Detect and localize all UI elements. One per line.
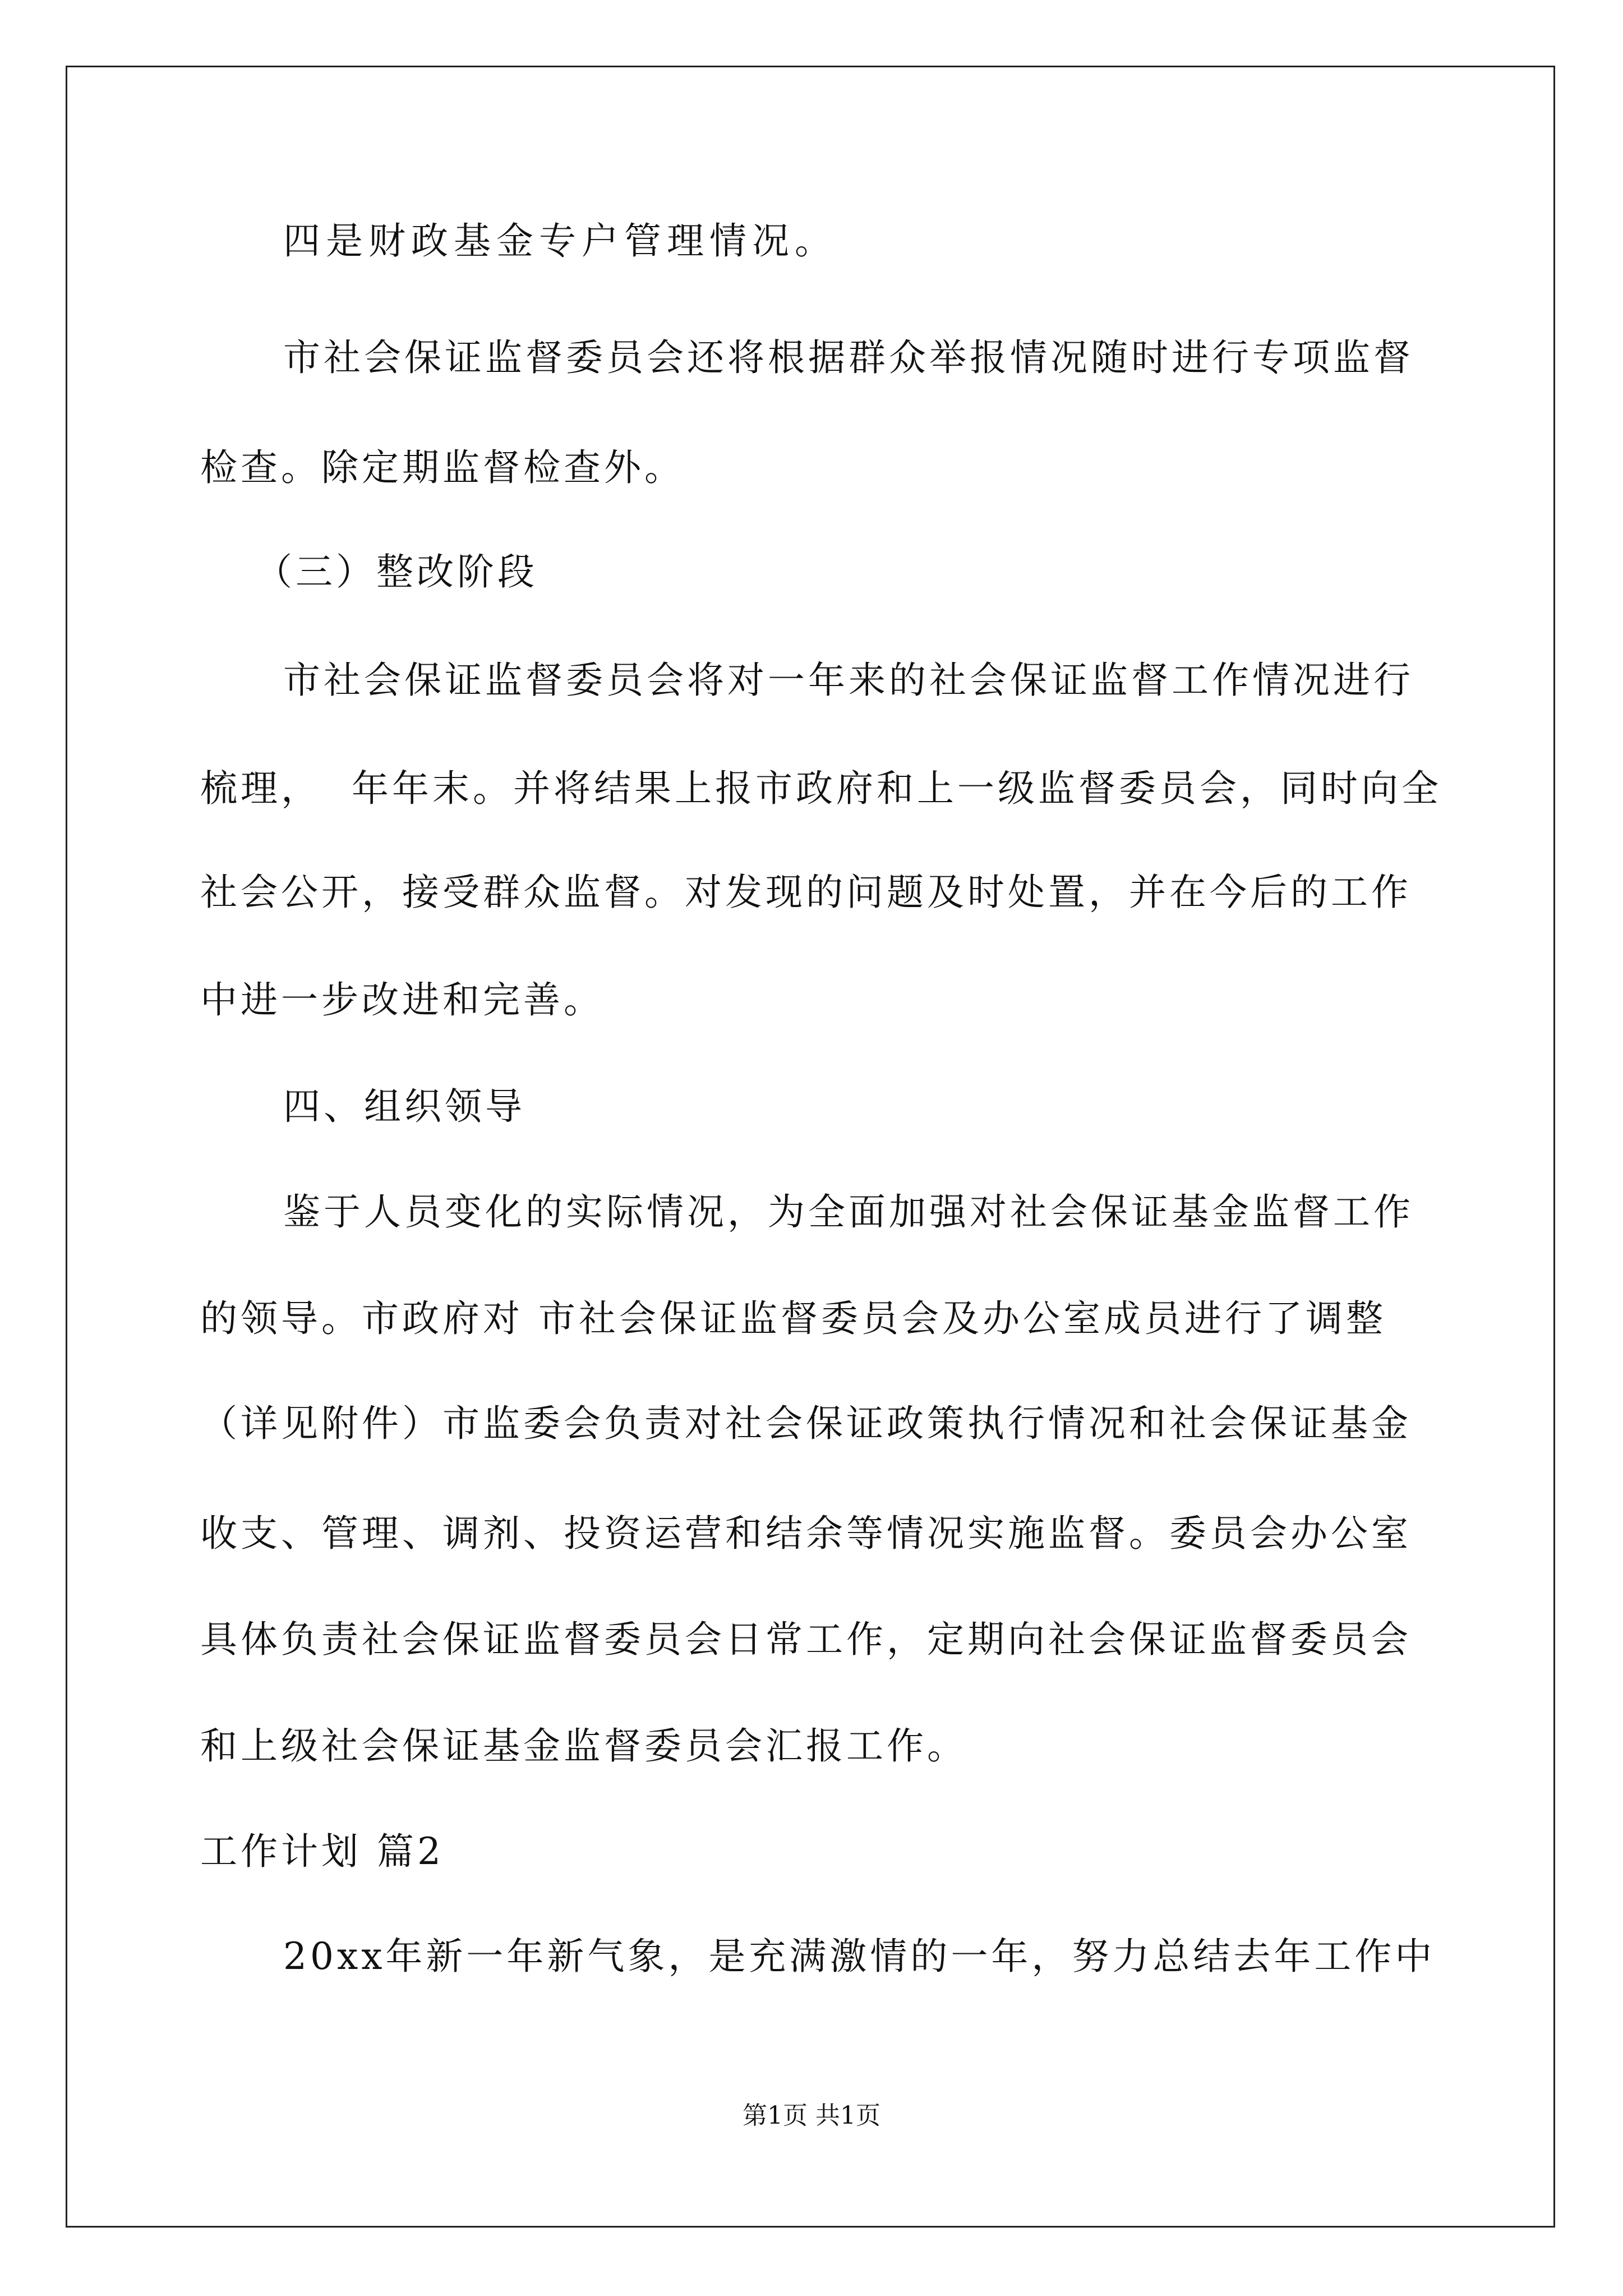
text-line: 四是财政基金专户管理情况。 xyxy=(283,219,837,263)
text-line: 市社会保证监督委员会将对一年来的社会保证监督工作情况进行 xyxy=(283,659,1414,702)
text-line: 社会公开，接受群众监督。对发现的问题及时处置，并在今后的工作 xyxy=(200,871,1412,914)
text-line: 收支、管理、调剂、投资运营和结余等情况实施监督。委员会办公室 xyxy=(200,1512,1412,1555)
text-line: 20xx年新一年新气象，是充满激情的一年，努力总结去年工作中 xyxy=(283,1935,1436,1978)
section-heading: （三）整改阶段 xyxy=(255,550,538,593)
text-line: 具体负责社会保证监督委员会日常工作，定期向社会保证监督委员会 xyxy=(200,1618,1412,1661)
section-heading: 四、组织领导 xyxy=(283,1085,525,1128)
section-heading: 工作计划 篇2 xyxy=(200,1830,444,1873)
text-line: 梳理， 年年末。并将结果上报市政府和上一级监督委员会，同时向全 xyxy=(200,767,1442,810)
text-line: 市社会保证监督委员会还将根据群众举报情况随时进行专项监督 xyxy=(283,336,1414,379)
text-line: 和上级社会保证基金监督委员会汇报工作。 xyxy=(200,1724,967,1768)
text-line: 的领导。市政府对 市社会保证监督委员会及办公室成员进行了调整 xyxy=(200,1297,1386,1340)
page-number-label: 第1页 共1页 xyxy=(743,2101,880,2130)
page-frame xyxy=(66,66,1555,2228)
page-footer xyxy=(0,2099,1623,2133)
text-line: 中进一步改进和完善。 xyxy=(200,978,604,1022)
text-line: 鉴于人员变化的实际情况，为全面加强对社会保证基金监督工作 xyxy=(283,1190,1414,1234)
text-line: （详见附件）市监委会负责对社会保证政策执行情况和社会保证基金 xyxy=(200,1402,1412,1445)
text-line: 检查。除定期监督检查外。 xyxy=(200,446,685,489)
